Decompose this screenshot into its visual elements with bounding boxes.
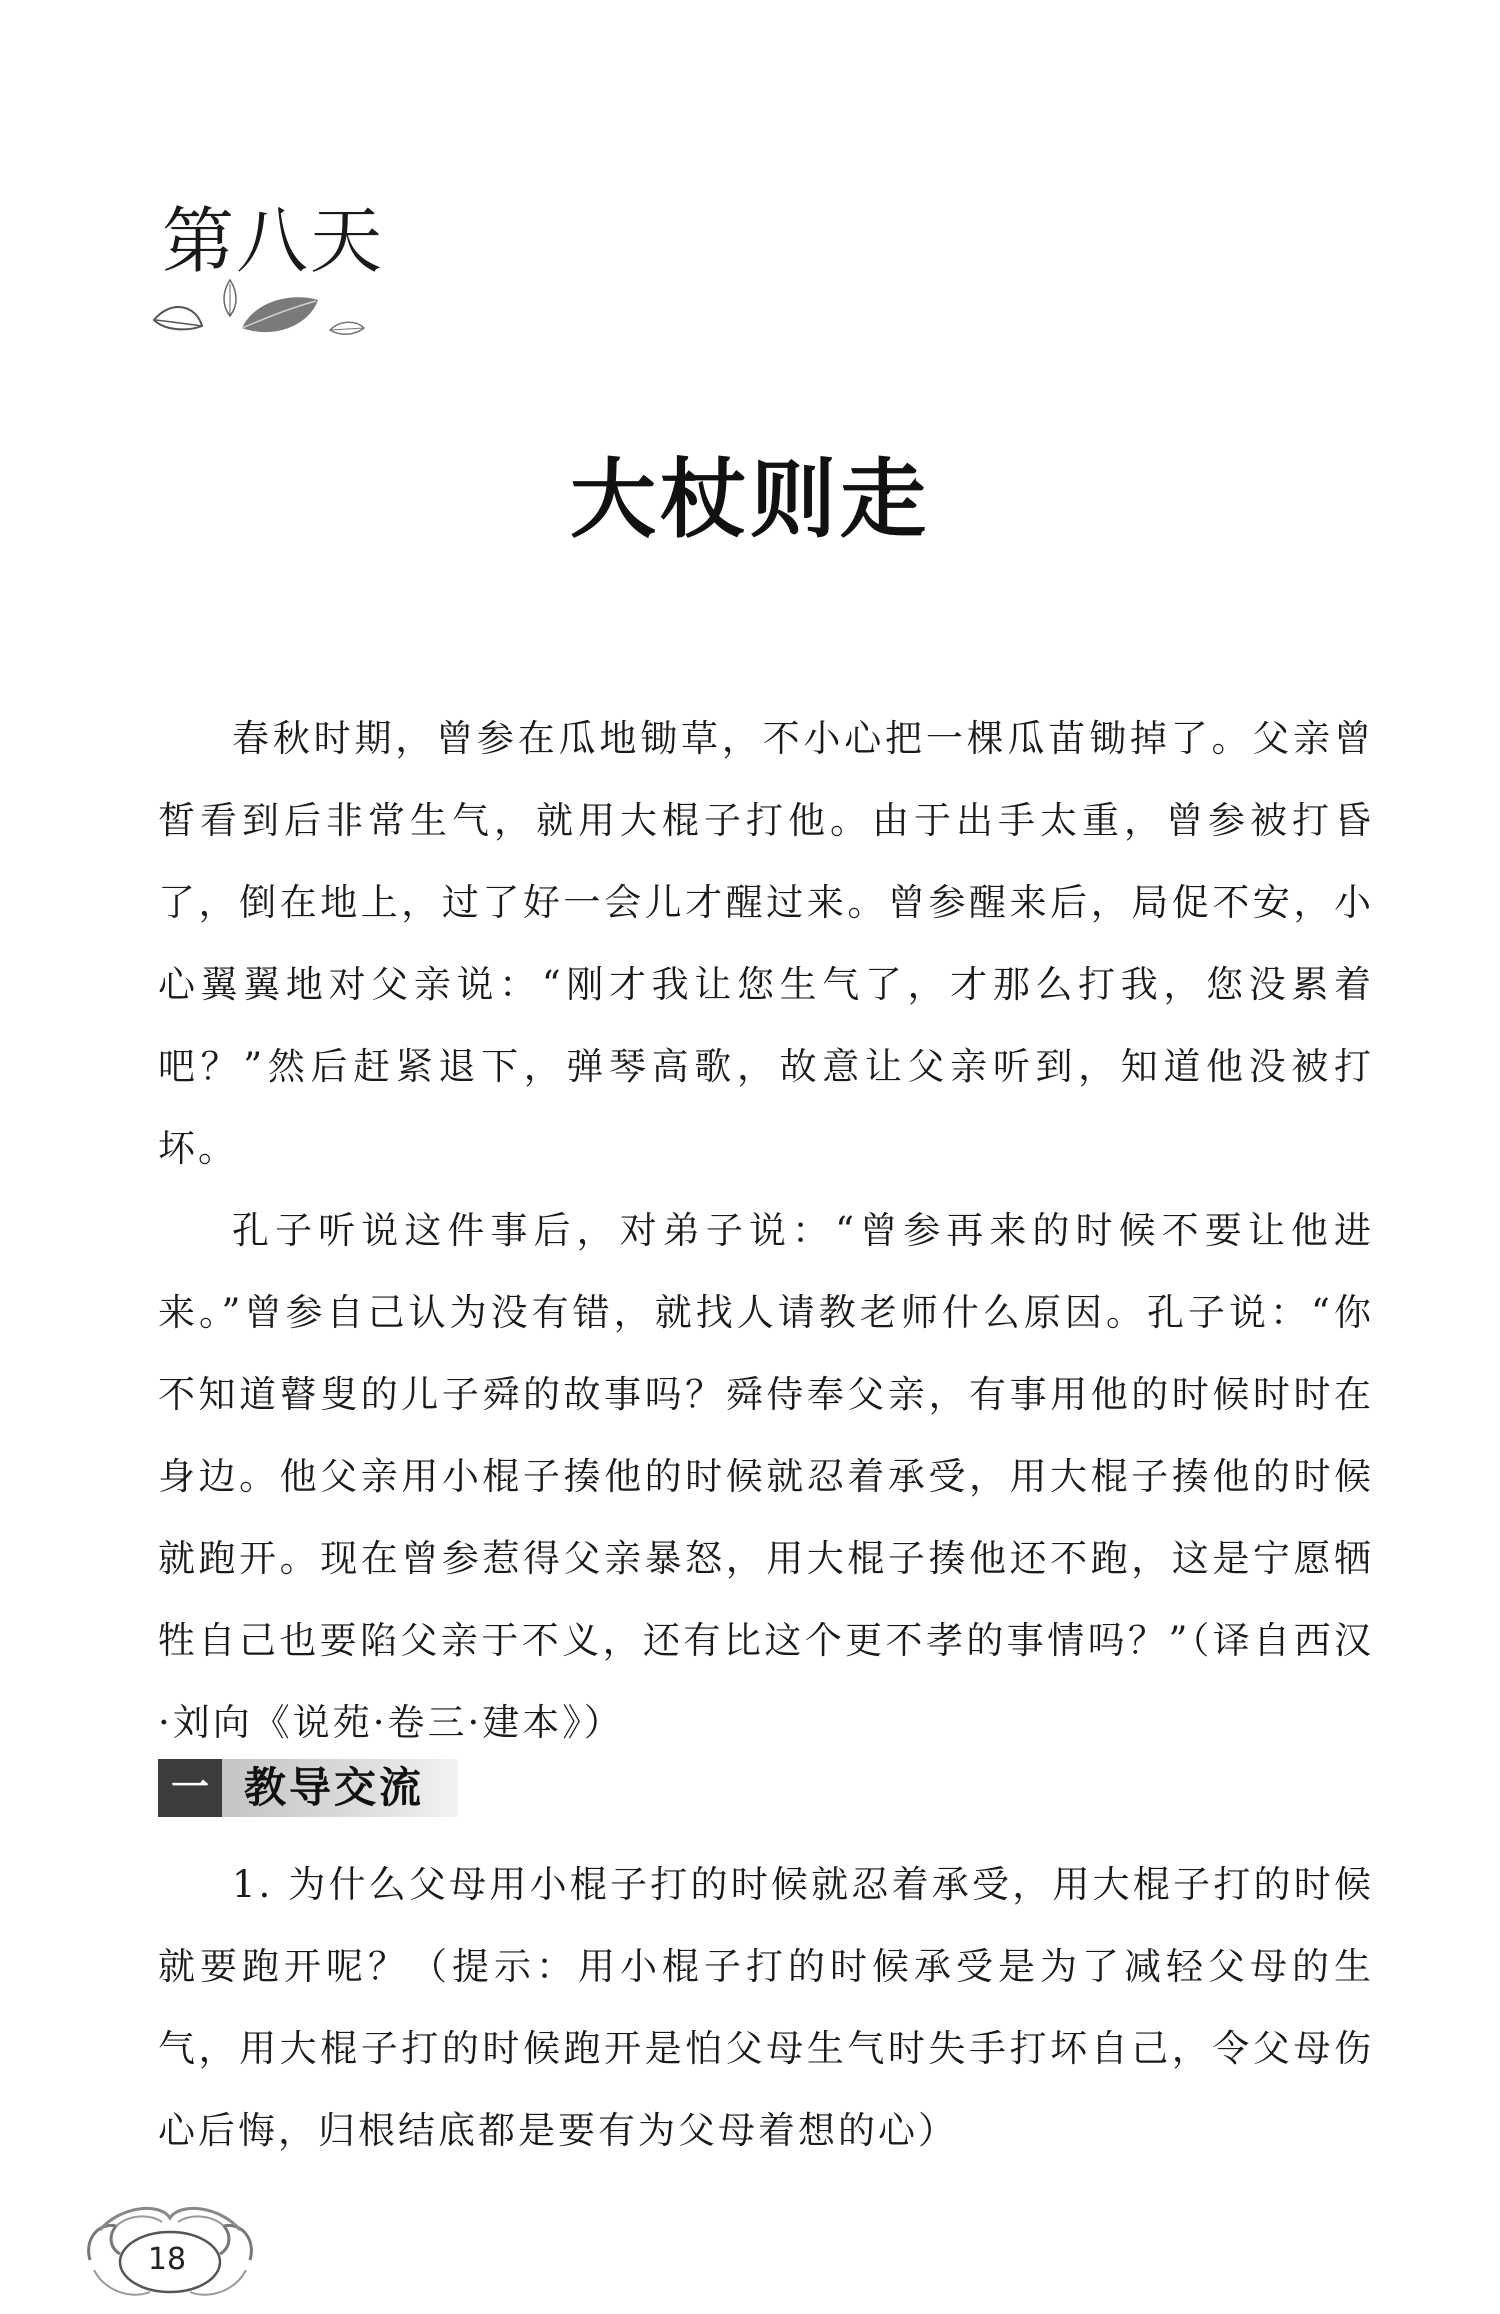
page-title: 大杖则走	[570, 450, 930, 550]
section-title: 教导交流	[244, 1763, 425, 1812]
page-number: 18	[147, 2242, 187, 2277]
story-paragraph: 春秋时期，曾参在瓜地锄草，不小心把一棵瓜苗锄掉了。父亲曾皙看到后非常生气，就用大棍子打他。由于出手太重，曾参被打昏了，倒在地上，过了好一会儿才醒过来。曾参醒来后，局促不安，小心翼翼地对父亲说：“刚才我让您生气了，才那么打我，您没累着吧？”然后赶紧退下，弹琴高歌，故意让父亲听到，知道他没被打坏。	[158, 717, 1374, 1170]
day-label: 第八天	[162, 199, 385, 283]
leaf-ornament-icon	[150, 278, 380, 353]
section-heading	[158, 1759, 458, 1817]
story-body	[158, 698, 1374, 1764]
section-number-badge: 一	[158, 1759, 222, 1817]
question-list	[158, 1844, 1374, 2172]
question-item: 1. 为什么父母用小棍子打的时候就忍着承受，用大棍子打的时候就要跑开呢？（提示：用小棍子打的时候承受是为了减轻父母的生气，用大棍子打的时候跑开是怕父母生气时失手打坏自己，令父母伤心后悔，归根结底都是要有为父母着想的心）	[158, 1863, 1374, 2152]
story-paragraph: 孔子听说这件事后，对弟子说：“曾参再来的时候不要让他进来。”曾参自己认为没有错，就找人请教老师什么原因。孔子说：“你不知道瞽叟的儿子舜的故事吗？舜侍奉父亲，有事用他的时候时时在身边。他父亲用小棍子揍他的时候就忍着承受，用大棍子揍他的时候就跑开。现在曾参惹得父亲暴怒，用大棍子揍他还不跑，这是宁愿牺牲自己也要陷父亲于不义，还有比这个更不孝的事情吗？”（译自西汉·刘向《说苑·卷三·建本》）	[158, 1209, 1374, 1744]
